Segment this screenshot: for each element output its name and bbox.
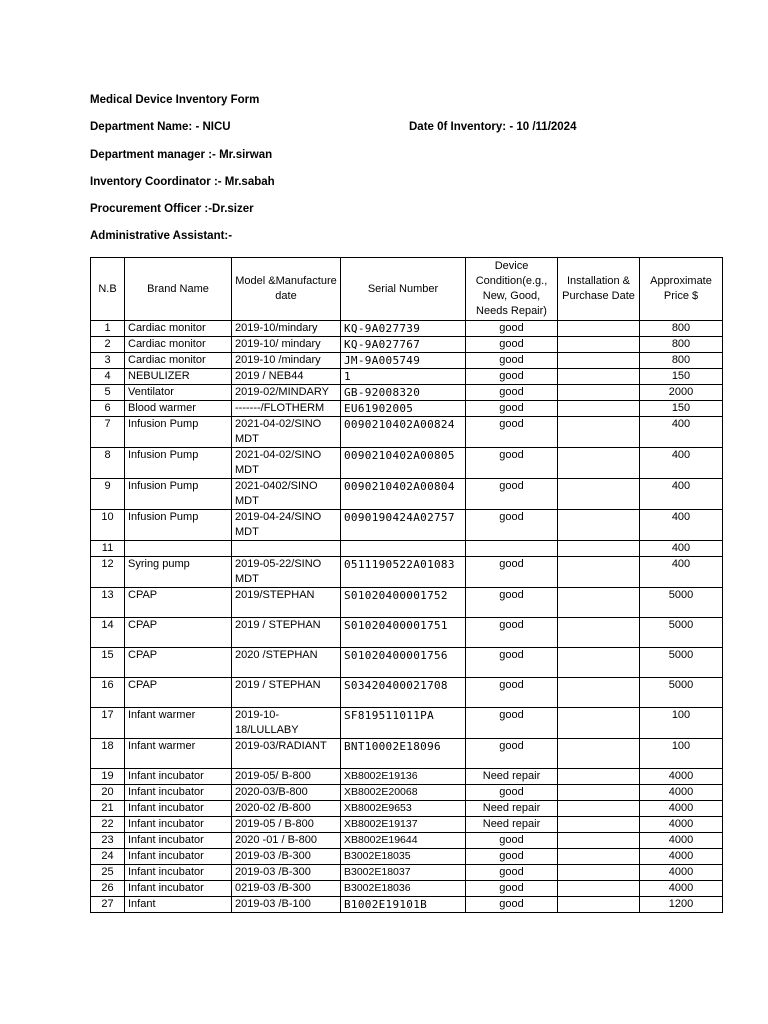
price-cell: 400 [640,541,723,557]
header-installation-date: Installation & Purchase Date [558,258,640,321]
installation-date-cell [558,865,640,881]
installation-date-cell [558,385,640,401]
header-price: Approximate Price $ [640,258,723,321]
price-cell: 4000 [640,849,723,865]
table-row [91,448,723,479]
condition-cell: good [466,865,558,881]
serial-number-cell: 0090190424A02757 [341,510,466,541]
condition-cell: good [466,897,558,913]
row-number: 11 [91,541,125,557]
model-date-cell: 2019-05/ B-800 [232,769,341,785]
table-row [91,817,723,833]
condition-cell: good [466,510,558,541]
installation-date-cell [558,648,640,678]
installation-date-cell [558,448,640,479]
serial-number-cell: S01020400001756 [341,648,466,678]
installation-date-cell [558,353,640,369]
table-row [91,678,723,708]
installation-date-cell [558,817,640,833]
model-date-cell: 2019 / NEB44 [232,369,341,385]
row-number: 26 [91,881,125,897]
table-row [91,337,723,353]
model-date-cell: 2019 / STEPHAN [232,618,341,648]
model-date-cell: 2019-10 /mindary [232,353,341,369]
brand-name-cell: NEBULIZER [125,369,232,385]
table-row [91,801,723,817]
installation-date-cell [558,510,640,541]
model-date-cell: 2020-03/B-800 [232,785,341,801]
condition-cell: Need repair [466,769,558,785]
installation-date-cell [558,785,640,801]
price-cell: 400 [640,510,723,541]
condition-cell: good [466,849,558,865]
model-date-cell: 2019-04-24/SINO MDT [232,510,341,541]
header-model: Model &Manufacture date [232,258,341,321]
price-cell: 1200 [640,897,723,913]
table-body [91,321,723,913]
condition-cell: good [466,321,558,337]
installation-date-cell [558,479,640,510]
installation-date-cell [558,849,640,865]
price-cell: 4000 [640,785,723,801]
form-title: Medical Device Inventory Form [90,94,260,106]
condition-cell: good [466,417,558,448]
price-cell: 4000 [640,833,723,849]
condition-cell: Need repair [466,801,558,817]
row-number: 15 [91,648,125,678]
condition-cell: good [466,678,558,708]
brand-name-cell: Infant warmer [125,739,232,769]
installation-date-cell [558,321,640,337]
price-cell: 5000 [640,648,723,678]
price-cell: 2000 [640,385,723,401]
price-cell: 5000 [640,678,723,708]
serial-number-cell: 0090210402A00824 [341,417,466,448]
price-cell: 4000 [640,769,723,785]
model-date-cell: 2019-02/MINDARY [232,385,341,401]
brand-name-cell: Infant incubator [125,801,232,817]
table-row [91,417,723,448]
price-cell: 150 [640,401,723,417]
brand-name-cell: Syring pump [125,557,232,588]
model-date-cell: 2021-0402/SINO MDT [232,479,341,510]
model-date-cell: 2019-10/ mindary [232,337,341,353]
serial-number-cell: 1 [341,369,466,385]
table-row [91,541,723,557]
serial-number-cell: KQ-9A027767 [341,337,466,353]
price-cell: 400 [640,448,723,479]
department-manager: Department manager :- Mr.sirwan [90,149,273,161]
model-date-cell: 2019 / STEPHAN [232,678,341,708]
serial-number-cell: S03420400021708 [341,678,466,708]
price-cell: 4000 [640,865,723,881]
department-name: Department Name: - NICU [90,121,231,133]
installation-date-cell [558,881,640,897]
brand-name-cell: Infant incubator [125,865,232,881]
serial-number-cell: XB8002E9653 [341,801,466,817]
installation-date-cell [558,369,640,385]
model-date-cell: 2021-04-02/SINO MDT [232,417,341,448]
brand-name-cell: Infusion Pump [125,417,232,448]
serial-number-cell: XB8002E19137 [341,817,466,833]
table-row [91,618,723,648]
serial-number-cell: 0511190522A01083 [341,557,466,588]
model-date-cell: 2019-05 / B-800 [232,817,341,833]
brand-name-cell: Infusion Pump [125,479,232,510]
condition-cell: good [466,588,558,618]
serial-number-cell: B3002E18035 [341,849,466,865]
serial-number-cell: XB8002E19644 [341,833,466,849]
installation-date-cell [558,557,640,588]
condition-cell: good [466,337,558,353]
brand-name-cell: Infant incubator [125,833,232,849]
row-number: 20 [91,785,125,801]
serial-number-cell: GB-92008320 [341,385,466,401]
brand-name-cell: Cardiac monitor [125,353,232,369]
row-number: 1 [91,321,125,337]
table-row [91,833,723,849]
row-number: 2 [91,337,125,353]
table-row [91,648,723,678]
serial-number-cell: S01020400001751 [341,618,466,648]
model-date-cell: 2019-10/mindary [232,321,341,337]
row-number: 22 [91,817,125,833]
installation-date-cell [558,801,640,817]
model-date-cell: 2019-10-18/LULLABY [232,708,341,739]
price-cell: 100 [640,708,723,739]
price-cell: 800 [640,353,723,369]
inventory-date: Date 0f Inventory: - 10 /11/2024 [409,121,577,133]
condition-cell: good [466,739,558,769]
serial-number-cell: B1002E19101B [341,897,466,913]
serial-number-cell: KQ-9A027739 [341,321,466,337]
condition-cell: good [466,353,558,369]
row-number: 13 [91,588,125,618]
table-row [91,881,723,897]
condition-cell: good [466,448,558,479]
row-number: 6 [91,401,125,417]
table-row [91,479,723,510]
brand-name-cell: CPAP [125,588,232,618]
price-cell: 100 [640,739,723,769]
price-cell: 4000 [640,801,723,817]
brand-name-cell: Ventilator [125,385,232,401]
row-number: 27 [91,897,125,913]
condition-cell: good [466,785,558,801]
table-row [91,401,723,417]
price-cell: 400 [640,557,723,588]
table-row [91,557,723,588]
brand-name-cell: Infant incubator [125,817,232,833]
installation-date-cell [558,678,640,708]
table-row [91,588,723,618]
administrative-assistant: Administrative Assistant:- [90,230,233,242]
model-date-cell: 0219-03 /B-300 [232,881,341,897]
row-number: 8 [91,448,125,479]
table-row [91,865,723,881]
brand-name-cell: CPAP [125,678,232,708]
condition-cell: good [466,881,558,897]
model-date-cell: 2021-04-02/SINO MDT [232,448,341,479]
model-date-cell: 2019-03 /B-300 [232,865,341,881]
model-date-cell: 2019-03/RADIANT [232,739,341,769]
table-header-row [91,258,723,321]
model-date-cell: 2019-05-22/SINO MDT [232,557,341,588]
brand-name-cell: CPAP [125,618,232,648]
row-number: 4 [91,369,125,385]
serial-number-cell: XB8002E20068 [341,785,466,801]
brand-name-cell: Infant warmer [125,708,232,739]
table-row [91,321,723,337]
brand-name-cell: Blood warmer [125,401,232,417]
serial-number-cell: 0090210402A00805 [341,448,466,479]
row-number: 19 [91,769,125,785]
serial-number-cell: B3002E18037 [341,865,466,881]
price-cell: 5000 [640,588,723,618]
price-cell: 800 [640,337,723,353]
serial-number-cell: EU61902005 [341,401,466,417]
row-number: 18 [91,739,125,769]
row-number: 5 [91,385,125,401]
brand-name-cell [125,541,232,557]
condition-cell: good [466,369,558,385]
condition-cell: good [466,708,558,739]
row-number: 9 [91,479,125,510]
condition-cell: good [466,648,558,678]
row-number: 24 [91,849,125,865]
installation-date-cell [558,618,640,648]
price-cell: 4000 [640,881,723,897]
installation-date-cell [558,417,640,448]
row-number: 21 [91,801,125,817]
table-row [91,369,723,385]
inventory-coordinator: Inventory Coordinator :- Mr.sabah [90,176,275,188]
brand-name-cell: Infant incubator [125,785,232,801]
table-row [91,708,723,739]
condition-cell: good [466,618,558,648]
brand-name-cell: Infusion Pump [125,448,232,479]
price-cell: 4000 [640,817,723,833]
table-row [91,510,723,541]
serial-number-cell: XB8002E19136 [341,769,466,785]
brand-name-cell: Infant incubator [125,881,232,897]
header-serial-number: Serial Number [341,258,466,321]
brand-name-cell: Infant incubator [125,849,232,865]
table-row [91,897,723,913]
installation-date-cell [558,541,640,557]
installation-date-cell [558,897,640,913]
brand-name-cell: Cardiac monitor [125,321,232,337]
serial-number-cell: JM-9A005749 [341,353,466,369]
model-date-cell: -------/FLOTHERM [232,401,341,417]
condition-cell: Need repair [466,817,558,833]
brand-name-cell: Infant incubator [125,769,232,785]
brand-name-cell: Cardiac monitor [125,337,232,353]
table-row [91,353,723,369]
brand-name-cell: Infant [125,897,232,913]
condition-cell [466,541,558,557]
row-number: 12 [91,557,125,588]
installation-date-cell [558,833,640,849]
condition-cell: good [466,385,558,401]
serial-number-cell: 0090210402A00804 [341,479,466,510]
serial-number-cell: B3002E18036 [341,881,466,897]
row-number: 17 [91,708,125,739]
installation-date-cell [558,769,640,785]
condition-cell: good [466,479,558,510]
procurement-officer: Procurement Officer :-Dr.sizer [90,203,254,215]
model-date-cell [232,541,341,557]
installation-date-cell [558,588,640,618]
condition-cell: good [466,401,558,417]
header-nb: N.B [91,258,125,321]
row-number: 23 [91,833,125,849]
serial-number-cell: S01020400001752 [341,588,466,618]
row-number: 10 [91,510,125,541]
brand-name-cell: CPAP [125,648,232,678]
installation-date-cell [558,337,640,353]
model-date-cell: 2020-02 /B-800 [232,801,341,817]
table-row [91,739,723,769]
inventory-table [90,257,723,913]
table-row [91,785,723,801]
price-cell: 150 [640,369,723,385]
condition-cell: good [466,557,558,588]
serial-number-cell [341,541,466,557]
model-date-cell: 2019-03 /B-300 [232,849,341,865]
price-cell: 400 [640,417,723,448]
table-row [91,769,723,785]
serial-number-cell: SF819511011PA [341,708,466,739]
condition-cell: good [466,833,558,849]
installation-date-cell [558,401,640,417]
brand-name-cell: Infusion Pump [125,510,232,541]
price-cell: 400 [640,479,723,510]
row-number: 25 [91,865,125,881]
model-date-cell: 2019/STEPHAN [232,588,341,618]
installation-date-cell [558,739,640,769]
table-row [91,385,723,401]
model-date-cell: 2020 /STEPHAN [232,648,341,678]
row-number: 14 [91,618,125,648]
row-number: 16 [91,678,125,708]
price-cell: 800 [640,321,723,337]
header-device-condition: Device Condition(e.g., New, Good, Needs Repair) [466,258,558,321]
model-date-cell: 2020 -01 / B-800 [232,833,341,849]
header-brand-name: Brand Name [125,258,232,321]
table-row [91,849,723,865]
row-number: 3 [91,353,125,369]
model-date-cell: 2019-03 /B-100 [232,897,341,913]
serial-number-cell: BNT10002E18096 [341,739,466,769]
price-cell: 5000 [640,618,723,648]
installation-date-cell [558,708,640,739]
row-number: 7 [91,417,125,448]
